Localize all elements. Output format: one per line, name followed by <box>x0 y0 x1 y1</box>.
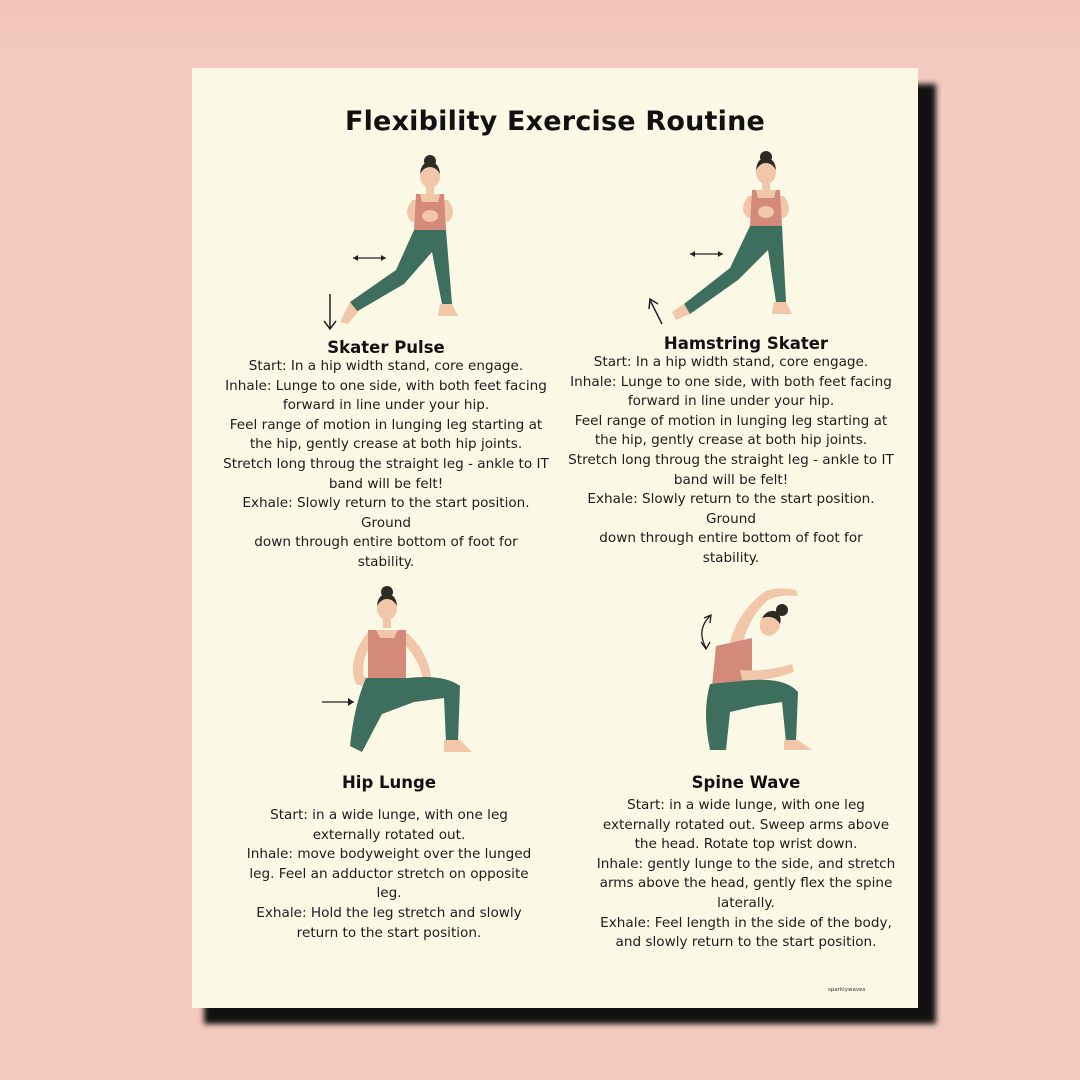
hamstring-skater-figure <box>672 151 792 320</box>
horizontal-arrow-icon <box>353 255 386 261</box>
exercise-title-skater-pulse: Skater Pulse <box>327 338 445 357</box>
spine-wave-figure <box>706 588 812 750</box>
diagonal-arrow-icon <box>649 299 662 324</box>
skater-pulse-illustration <box>320 152 470 334</box>
hip-lunge-illustration <box>320 586 480 762</box>
exercise-sheet <box>192 68 918 1008</box>
horizontal-arrow-icon <box>690 251 723 257</box>
exercise-title-spine-wave: Spine Wave <box>691 773 801 792</box>
right-arrow-icon <box>322 698 354 706</box>
exercise-description-hip-lunge: Start: in a wide lunge, with one leg externally rotated out. Inhale: move bodyweight over the lunged leg. Feel an adductor stretch on opposite leg. Exhale: Hold the leg stretch and slowly return to the start position. <box>246 807 532 941</box>
down-arrow-icon <box>324 294 336 329</box>
exercise-title-hip-lunge: Hip Lunge <box>341 773 437 792</box>
credit-text: sparklywaves <box>828 987 866 993</box>
exercise-description-spine-wave: Start: in a wide lunge, with one leg externally rotated out. Sweep arms above the head. Rotate top wrist down. Inhale: gently lunge to the side, and stretch arms above the head, gently flex the spine laterally. Exhale: Feel length in the side of the body, and slowly return to the start position. <box>596 797 896 951</box>
hip-lunge-figure <box>350 586 472 752</box>
spine-wave-illustration <box>696 582 826 766</box>
exercise-description-hamstring-skater: Start: In a hip width stand, core engage. Inhale: Lunge to one side, with both feet facing forward in line under your hip. Feel range of motion in lunging leg starting at the hip, gently crease at both hip joints. Stretch long throug the straight leg - ankle to IT band will be felt! Exhale: Slowly return to the start position. Ground down through entire bottom of foot for stability. <box>568 354 894 566</box>
exercise-title-hamstring-skater: Hamstring Skater <box>663 334 829 353</box>
background-glow <box>0 0 1080 60</box>
hamstring-skater-illustration <box>648 148 804 330</box>
page-title: Flexibility Exercise Routine <box>344 106 766 137</box>
exercise-description-skater-pulse: Start: In a hip width stand, core engage. Inhale: Lunge to one side, with both feet facing forward in line under your hip. Feel range of motion in lunging leg starting at the hip, gently crease at both hip joints. Stretch long throug the straight leg - ankle to IT band will be felt! Exhale: Slowly return to the start position. Ground down through entire bottom of foot for stability. <box>223 358 549 570</box>
skater-pulse-figure <box>340 155 458 324</box>
curved-arrow-icon <box>701 615 711 649</box>
